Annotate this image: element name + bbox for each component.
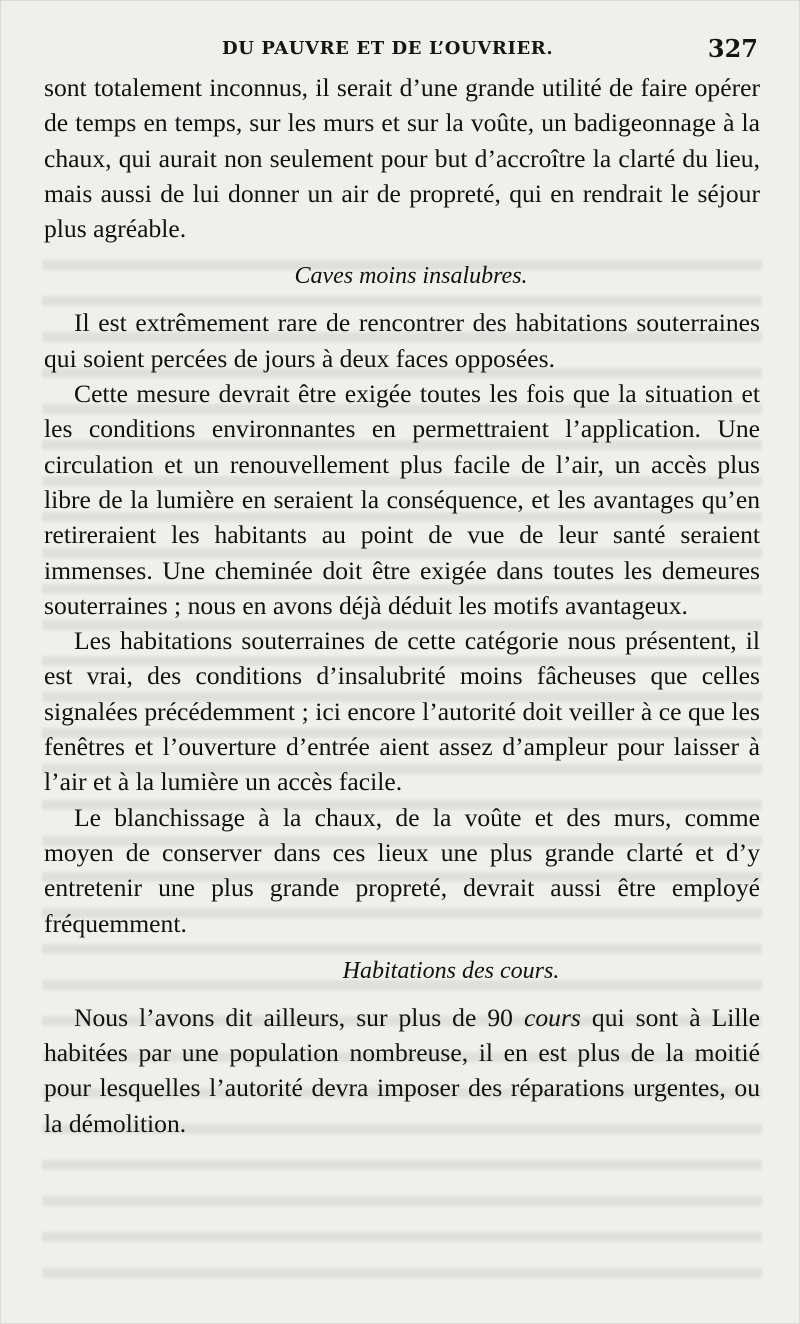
section-heading-courtyards: Habitations des cours.: [342, 957, 560, 984]
paragraph-continuation: sont totalement inconnus, il serait d’une grande utilité de faire opérer de temps en temps, sur les murs et sur la voûte, un badigeonnage à la chaux, qui aurait non seulement pour but d’accroître la clarté du lieu, mais aussi de lui donner un air de propreté, qui en rendrait le séjour plus agréable.: [44, 73, 760, 244]
paragraph-courtyards-start: Nous l’avons dit ailleurs, sur plus de 90: [74, 1002, 513, 1032]
paragraph-whitewashing: Le blanchissage à la chaux, de la voûte et des murs, comme moyen de conserver dans ces lieux une plus grande clarté et d’y entretenir une plus grande propreté, devrait aussi être employé fréquemment.: [44, 802, 760, 938]
italic-term-cours: cours: [523, 1002, 581, 1032]
page-body: [44, 70, 760, 1141]
section-heading-caves: Caves moins insalubres.: [294, 263, 528, 290]
paragraph-courtyards-end: qui sont à Lille habitées par une population nombreuse, il en est plus de la moitié pour lesquelles l’autorité devra imposer des réparations urgentes, ou la démolition.: [44, 1002, 760, 1138]
running-title: DU PAUVRE ET DE L’OUVRIER.: [222, 38, 554, 59]
paragraph-ventilation-measure: Cette mesure devrait être exigée toutes les fois que la situation et les conditions environnantes en permettraient l’application. Une circulation et un renouvellement plus facile de l’air, un accès plus libre de la lumière en seraient la conséquence, et les avantages qu’en retireraient les habitants au point de vue de leur santé seraient immenses. Une cheminée doit être exigée dans toutes les demeures souterraines ; nous en avons déjà déduit les motifs avantageux.: [44, 379, 760, 620]
paragraph-subterranean-openings: Il est extrêmement rare de rencontrer des habitations souterraines qui soient percées de jours à deux faces opposées.: [44, 308, 760, 373]
page-number: 327: [707, 34, 758, 63]
paragraph-category-conditions: Les habitations souterraines de cette catégorie nous présentent, il est vrai, des conditions d’insalubrité moins fâcheuses que celles signalées précédemment ; ici encore l’autorité doit veiller à ce que les fenêtres et l’ouverture d’entrée aient assez d’ampleur pour laisser à l’air et à la lumière un accès facile.: [44, 626, 760, 797]
running-header: [222, 32, 758, 66]
paragraph-lille-courtyards: [44, 1000, 760, 1141]
